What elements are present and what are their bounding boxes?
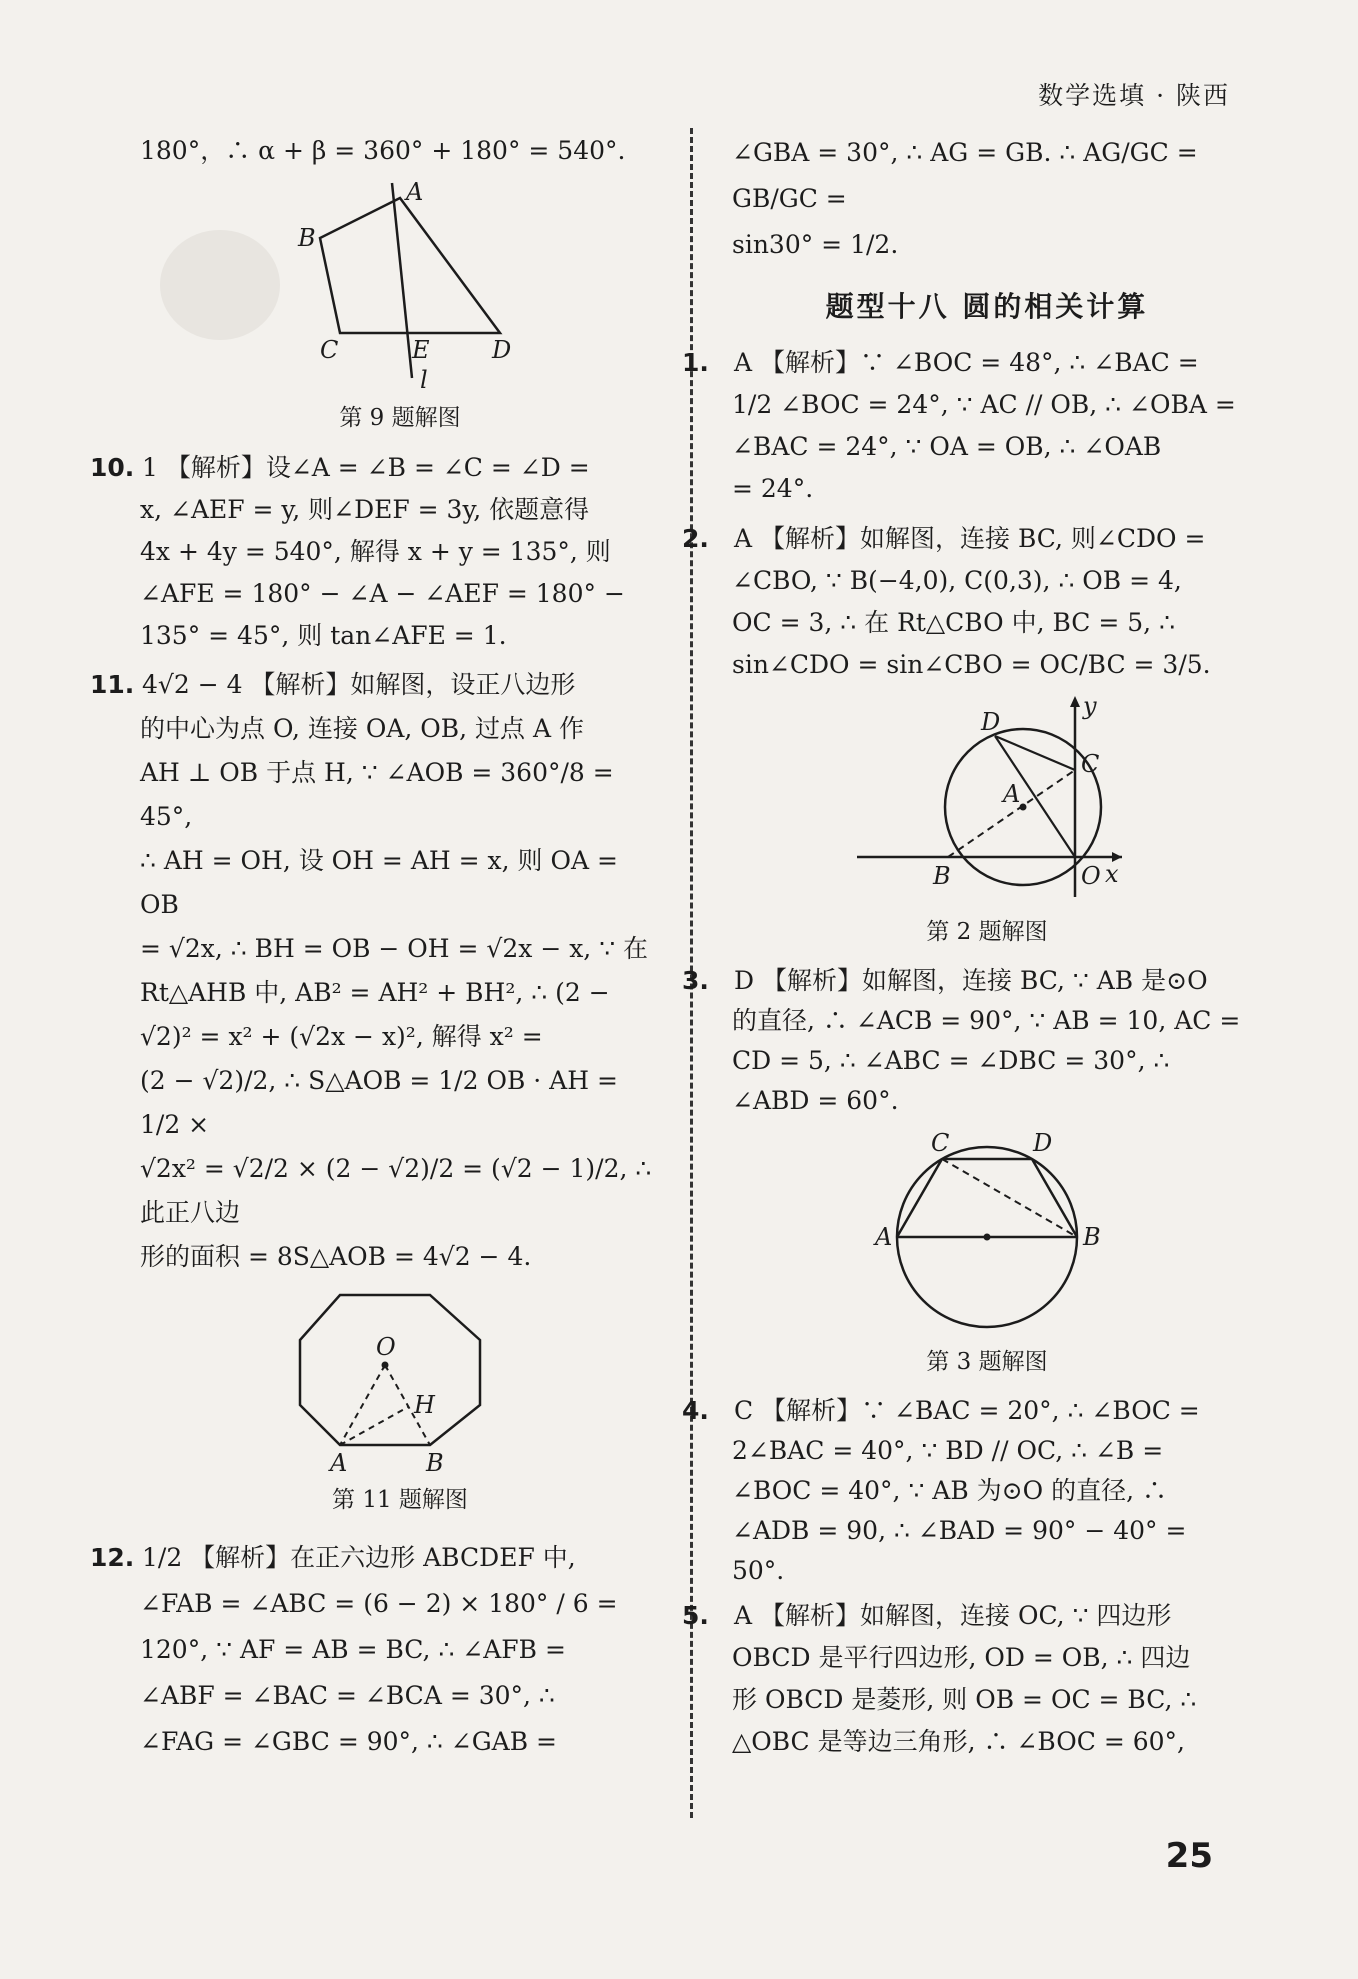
q3-line-3: CD = 5, ∴ ∠ABC = ∠DBC = 30°, ∴: [732, 1046, 1170, 1075]
q11-line-2: 的中心为点 O, 连接 OA, OB, 过点 A 作: [140, 714, 584, 743]
q5-number: 5.: [682, 1601, 709, 1630]
q1-line-1: A 【解析】∵ ∠BOC = 48°, ∴ ∠BAC =: [734, 348, 1199, 377]
q1-line-2: 1/2 ∠BOC = 24°, ∵ AC // OB, ∴ ∠OBA =: [732, 390, 1236, 419]
fig9-caption: 第 9 题解图: [339, 405, 461, 431]
q2-line-4: sin∠CDO = sin∠CBO = OC/BC = 3/5.: [732, 650, 1211, 679]
cont-line-1: ∠GBA = 30°, ∴ AG = GB. ∴ AG/GC = GB/GC =: [732, 138, 1198, 213]
figure-2: [847, 692, 1127, 907]
q1-line-3: ∠BAC = 24°, ∵ OA = OB, ∴ ∠OAB: [732, 432, 1162, 461]
question-4: [682, 1391, 1242, 1591]
figure-9: [280, 178, 520, 393]
fig3-label-a: A: [875, 1223, 893, 1251]
q11-line-8: (2 − √2)/2, ∴ S△AOB = 1/2 OB · AH = 1/2 ×: [140, 1066, 618, 1139]
q10-number: 10.: [90, 453, 135, 482]
fig11-label-b: B: [426, 1449, 444, 1475]
cont-line-2: sin30° = 1/2.: [732, 230, 899, 259]
q2-line-2: ∠CBO, ∵ B(−4,0), C(0,3), ∴ OB = 4,: [732, 566, 1182, 595]
q11-line-4: ∴ AH = OH, 设 OH = AH = x, 则 OA = OB: [140, 846, 618, 919]
fig2-label-b: B: [933, 862, 951, 890]
fig11-caption: 第 11 题解图: [332, 1487, 468, 1513]
q5-line-1: A 【解析】如解图，连接 OC, ∵ 四边形: [734, 1601, 1172, 1630]
question-1: [682, 342, 1242, 510]
q2-number: 2.: [682, 524, 709, 553]
q10-line-3: 4x + 4y = 540°, 解得 x + y = 135°, 则: [140, 537, 611, 566]
fig9-label-b: B: [298, 224, 316, 252]
q5-line-2: OBCD 是平行四边形, OD = OB, ∴ 四边: [732, 1643, 1191, 1672]
figure-11: [280, 1285, 520, 1475]
fig3-label-b: B: [1083, 1223, 1101, 1251]
q12-line-1: 1/2 【解析】在正六边形 ABCDEF 中,: [142, 1543, 576, 1572]
q11-line-9: √2x² = √2/2 × (2 − √2)/2 = (√2 − 1)/2, ∴ 此正八边: [140, 1154, 652, 1227]
q11-number: 11.: [90, 670, 135, 699]
fig11-label-a: A: [330, 1449, 348, 1475]
fig9-label-c: C: [320, 336, 339, 364]
q11-line-6: Rt△AHB 中, AB² = AH² + BH², ∴ (2 −: [140, 978, 610, 1007]
fig9-label-l: l: [420, 366, 428, 393]
q11-line-5: = √2x, ∴ BH = OB − OH = √2x − x, ∵ 在: [140, 934, 649, 963]
fig2-label-c: C: [1081, 750, 1100, 778]
q11-line-1: 4√2 − 4 【解析】如解图，设正八边形: [142, 670, 576, 699]
q11-line-7: √2)² = x² + (√2x − x)², 解得 x² =: [140, 1022, 543, 1051]
q12-number: 12.: [90, 1543, 135, 1572]
q3-line-2: 的直径, ∴ ∠ACB = 90°, ∵ AB = 10, AC =: [732, 1006, 1241, 1035]
q3-number: 3.: [682, 966, 709, 995]
q11-line-3: AH ⊥ OB 于点 H, ∵ ∠AOB = 360°/8 = 45°,: [140, 758, 614, 831]
intro-line: 180°，∴ α + β = 360° + 180° = 540°.: [140, 136, 626, 165]
fig2-label-o: O: [1081, 862, 1101, 890]
q12-line-4: ∠ABF = ∠BAC = ∠BCA = 30°, ∴: [140, 1681, 555, 1710]
question-3: [682, 961, 1242, 1121]
q2-line-1: A 【解析】如解图，连接 BC, 则∠CDO =: [734, 524, 1206, 553]
fig2-label-d: D: [981, 708, 1001, 736]
question-5: [682, 1595, 1242, 1763]
q10-line-2: x, ∠AEF = y, 则∠DEF = 3y, 依题意得: [140, 495, 590, 524]
question-10: [90, 447, 660, 657]
left-column: [90, 130, 660, 1765]
q11-line-10: 形的面积 = 8S△AOB = 4√2 − 4.: [140, 1242, 532, 1271]
right-column: [682, 130, 1242, 1763]
fig9-label-e: E: [412, 336, 430, 364]
q10-line-1: 1 【解析】设∠A = ∠B = ∠C = ∠D =: [142, 453, 590, 482]
q1-line-4: = 24°.: [732, 474, 814, 503]
q5-line-3: 形 OBCD 是菱形, 则 OB = OC = BC, ∴: [732, 1685, 1197, 1714]
fig9-label-a: A: [406, 178, 424, 206]
q4-line-4: ∠ADB = 90, ∴ ∠BAD = 90° − 40° = 50°.: [732, 1516, 1187, 1585]
q1-number: 1.: [682, 348, 709, 377]
fig11-label-o: O: [376, 1333, 396, 1361]
question-12: [90, 1535, 660, 1765]
q10-line-4: ∠AFE = 180° − ∠A − ∠AEF = 180° −: [140, 579, 625, 608]
page-number: 25: [1165, 1836, 1213, 1876]
q12-line-2: ∠FAB = ∠ABC = (6 − 2) × 180° / 6 =: [140, 1589, 618, 1618]
q2-line-3: OC = 3, ∴ 在 Rt△CBO 中, BC = 5, ∴: [732, 608, 1175, 637]
page-header: 数学选填 · 陕西: [1038, 81, 1230, 110]
q12-line-3: 120°, ∵ AF = AB = BC, ∴ ∠AFB =: [140, 1635, 566, 1664]
question-2: [682, 518, 1242, 686]
fig9-label-d: D: [492, 336, 512, 364]
q4-line-1: C 【解析】∵ ∠BAC = 20°, ∴ ∠BOC =: [734, 1396, 1200, 1425]
q3-line-4: ∠ABD = 60°.: [732, 1086, 899, 1115]
fig2-caption: 第 2 题解图: [926, 919, 1048, 945]
fig2-label-x: x: [1105, 860, 1119, 888]
q3-line-1: D 【解析】如解图，连接 BC, ∵ AB 是⊙O: [734, 966, 1208, 995]
section-title: 题型十八 圆的相关计算: [825, 290, 1149, 323]
q4-line-3: ∠BOC = 40°, ∵ AB 为⊙O 的直径, ∴: [732, 1476, 1167, 1505]
fig11-label-h: H: [414, 1391, 435, 1419]
fig2-label-a: A: [1003, 780, 1021, 808]
fig3-label-c: C: [931, 1129, 950, 1157]
q10-line-5: 135° = 45°, 则 tan∠AFE = 1.: [140, 621, 507, 650]
fig3-label-d: D: [1033, 1129, 1053, 1157]
q12-line-5: ∠FAG = ∠GBC = 90°, ∴ ∠GAB =: [140, 1727, 558, 1756]
q4-number: 4.: [682, 1396, 709, 1425]
q4-line-2: 2∠BAC = 40°, ∵ BD // OC, ∴ ∠B =: [732, 1436, 1164, 1465]
question-11: [90, 663, 660, 1279]
q5-line-4: △OBC 是等边三角形, ∴ ∠BOC = 60°,: [732, 1727, 1185, 1756]
fig3-caption: 第 3 题解图: [926, 1349, 1048, 1375]
fig2-label-y: y: [1083, 692, 1097, 720]
q12-continuation: [732, 130, 1242, 268]
figure-3: [857, 1127, 1117, 1337]
